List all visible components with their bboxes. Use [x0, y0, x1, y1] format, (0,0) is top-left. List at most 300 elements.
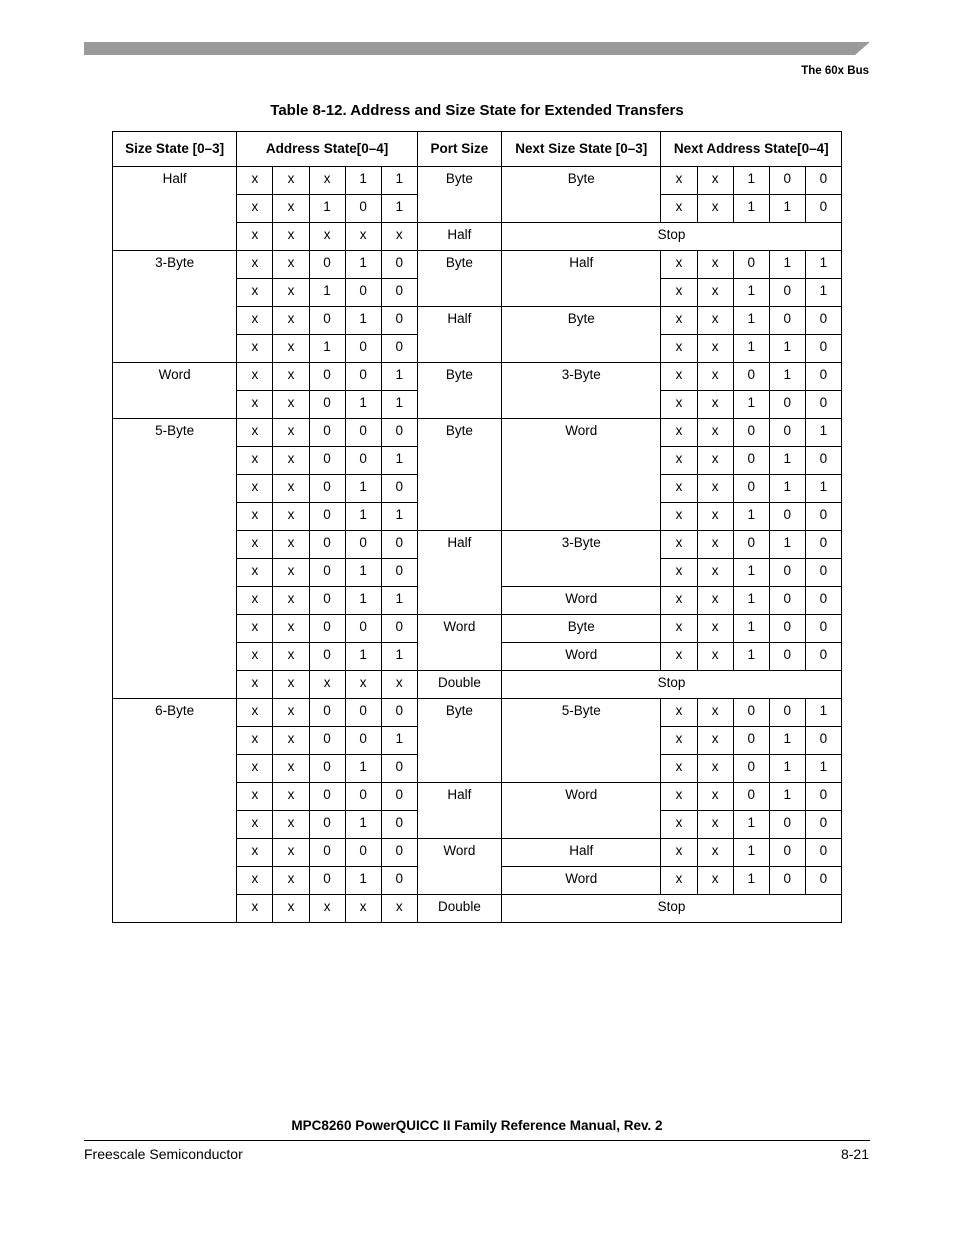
- next-address-bit-cell: 0: [805, 839, 841, 867]
- next-address-bit-cell: 0: [805, 195, 841, 223]
- address-bit-cell: 1: [345, 307, 381, 335]
- next-address-bit-cell: x: [661, 559, 697, 587]
- address-bit-cell: x: [237, 895, 273, 923]
- address-bit-cell: x: [237, 251, 273, 279]
- next-address-bit-cell: x: [661, 811, 697, 839]
- next-address-bit-cell: 0: [805, 643, 841, 671]
- table-row: [113, 251, 842, 279]
- address-bit-cell: x: [273, 223, 309, 251]
- next-address-bit-cell: 1: [805, 475, 841, 503]
- address-bit-cell: x: [237, 307, 273, 335]
- address-bit-cell: x: [237, 279, 273, 307]
- address-bit-cell: 0: [309, 839, 345, 867]
- address-bit-cell: x: [273, 671, 309, 699]
- address-bit-cell: x: [237, 503, 273, 531]
- address-bit-cell: 0: [381, 811, 417, 839]
- address-bit-cell: x: [273, 251, 309, 279]
- table-row: [113, 363, 842, 391]
- address-bit-cell: x: [273, 363, 309, 391]
- next-size-state-cell: Word: [502, 783, 661, 839]
- address-bit-cell: 1: [381, 447, 417, 475]
- address-bit-cell: 0: [381, 783, 417, 811]
- next-address-bit-cell: 1: [733, 867, 769, 895]
- address-bit-cell: x: [237, 559, 273, 587]
- next-address-bit-cell: x: [697, 755, 733, 783]
- address-bit-cell: 1: [345, 503, 381, 531]
- address-bit-cell: x: [345, 223, 381, 251]
- next-address-bit-cell: x: [661, 643, 697, 671]
- next-address-bit-cell: 1: [769, 531, 805, 559]
- port-size-cell: Half: [417, 531, 501, 615]
- next-address-bit-cell: 1: [769, 251, 805, 279]
- next-address-bit-cell: x: [697, 363, 733, 391]
- next-address-bit-cell: x: [661, 447, 697, 475]
- next-address-bit-cell: 1: [733, 195, 769, 223]
- port-size-cell: Byte: [417, 251, 501, 307]
- address-bit-cell: x: [273, 391, 309, 419]
- address-bit-cell: x: [273, 279, 309, 307]
- port-size-cell: Byte: [417, 419, 501, 531]
- address-bit-cell: x: [273, 615, 309, 643]
- address-bit-cell: 0: [381, 839, 417, 867]
- footer-rule: [84, 1140, 870, 1141]
- address-bit-cell: 1: [345, 587, 381, 615]
- next-address-bit-cell: 1: [769, 755, 805, 783]
- address-bit-cell: 0: [345, 447, 381, 475]
- address-bit-cell: x: [273, 503, 309, 531]
- address-bit-cell: x: [273, 783, 309, 811]
- next-address-bit-cell: x: [661, 615, 697, 643]
- address-bit-cell: 0: [381, 615, 417, 643]
- address-bit-cell: 1: [345, 755, 381, 783]
- next-address-bit-cell: x: [661, 195, 697, 223]
- address-bit-cell: x: [273, 167, 309, 195]
- next-address-bit-cell: 1: [733, 307, 769, 335]
- address-bit-cell: x: [273, 895, 309, 923]
- next-address-bit-cell: 0: [769, 643, 805, 671]
- next-address-bit-cell: 0: [769, 167, 805, 195]
- address-bit-cell: 0: [381, 475, 417, 503]
- address-bit-cell: 0: [345, 615, 381, 643]
- address-bit-cell: 0: [381, 307, 417, 335]
- next-address-bit-cell: x: [661, 867, 697, 895]
- next-size-state-cell: Word: [502, 867, 661, 895]
- address-bit-cell: x: [273, 531, 309, 559]
- next-address-bit-cell: x: [661, 251, 697, 279]
- address-bit-cell: x: [237, 195, 273, 223]
- col-address-state: Address State[0–4]: [237, 132, 418, 167]
- next-address-bit-cell: 1: [733, 335, 769, 363]
- next-address-bit-cell: x: [697, 727, 733, 755]
- footer-manual-title: MPC8260 PowerQUICC II Family Reference Manual, Rev. 2: [291, 1118, 663, 1133]
- next-address-bit-cell: 1: [733, 167, 769, 195]
- footer-page-number: 8-21: [840, 1146, 869, 1162]
- next-address-bit-cell: 1: [805, 279, 841, 307]
- header-rule-bar: [84, 42, 870, 55]
- next-size-state-cell: Byte: [502, 615, 661, 643]
- address-bit-cell: 0: [381, 251, 417, 279]
- address-bit-cell: 0: [345, 727, 381, 755]
- address-bit-cell: 0: [381, 755, 417, 783]
- address-bit-cell: 1: [309, 335, 345, 363]
- address-bit-cell: 0: [345, 363, 381, 391]
- address-bit-cell: x: [309, 895, 345, 923]
- address-bit-cell: 1: [381, 727, 417, 755]
- address-bit-cell: x: [309, 671, 345, 699]
- address-bit-cell: x: [237, 867, 273, 895]
- address-bit-cell: x: [237, 475, 273, 503]
- size-state-cell: 6-Byte: [113, 699, 237, 923]
- address-bit-cell: x: [237, 671, 273, 699]
- next-address-bit-cell: 0: [805, 391, 841, 419]
- next-address-bit-cell: 0: [733, 475, 769, 503]
- next-address-bit-cell: x: [697, 531, 733, 559]
- address-bit-cell: 0: [381, 419, 417, 447]
- address-bit-cell: 0: [345, 419, 381, 447]
- next-address-bit-cell: 0: [769, 867, 805, 895]
- next-address-bit-cell: x: [661, 839, 697, 867]
- address-bit-cell: 0: [309, 503, 345, 531]
- next-address-bit-cell: 0: [805, 307, 841, 335]
- next-size-state-cell: 3-Byte: [502, 363, 661, 419]
- address-bit-cell: 0: [309, 251, 345, 279]
- next-address-bit-cell: 0: [805, 587, 841, 615]
- address-bit-cell: 0: [345, 699, 381, 727]
- next-address-bit-cell: 0: [769, 615, 805, 643]
- next-address-bit-cell: 0: [805, 783, 841, 811]
- next-address-bit-cell: x: [661, 587, 697, 615]
- next-address-bit-cell: 1: [769, 783, 805, 811]
- next-address-bit-cell: 0: [805, 559, 841, 587]
- next-address-bit-cell: 1: [733, 615, 769, 643]
- port-size-cell: Byte: [417, 699, 501, 783]
- next-address-bit-cell: 0: [733, 531, 769, 559]
- address-bit-cell: x: [381, 671, 417, 699]
- col-next-address-state: Next Address State[0–4]: [661, 132, 842, 167]
- section-title: The 60x Bus: [801, 65, 869, 77]
- next-address-bit-cell: x: [697, 839, 733, 867]
- address-bit-cell: x: [237, 363, 273, 391]
- next-address-bit-cell: 0: [805, 335, 841, 363]
- address-bit-cell: x: [345, 671, 381, 699]
- size-state-cell: 5-Byte: [113, 419, 237, 699]
- address-bit-cell: 0: [345, 195, 381, 223]
- address-bit-cell: 1: [309, 279, 345, 307]
- next-address-bit-cell: 0: [805, 503, 841, 531]
- next-address-bit-cell: x: [661, 279, 697, 307]
- address-bit-cell: 1: [381, 363, 417, 391]
- next-address-bit-cell: x: [697, 783, 733, 811]
- next-address-bit-cell: 0: [769, 279, 805, 307]
- address-bit-cell: 0: [309, 587, 345, 615]
- address-bit-cell: 0: [345, 783, 381, 811]
- next-size-state-cell: Half: [502, 839, 661, 867]
- next-size-state-cell: Byte: [502, 307, 661, 363]
- col-port-size: Port Size: [417, 132, 501, 167]
- next-address-bit-cell: 1: [733, 839, 769, 867]
- address-bit-cell: x: [273, 307, 309, 335]
- address-bit-cell: 1: [345, 391, 381, 419]
- table-row: [113, 419, 842, 447]
- footer-company: Freescale Semiconductor: [84, 1146, 243, 1162]
- port-size-cell: Half: [417, 223, 501, 251]
- table-row: [113, 167, 842, 195]
- address-bit-cell: x: [237, 391, 273, 419]
- next-address-bit-cell: 1: [733, 643, 769, 671]
- address-bit-cell: x: [381, 223, 417, 251]
- next-address-bit-cell: x: [697, 167, 733, 195]
- next-address-bit-cell: 1: [805, 419, 841, 447]
- address-bit-cell: 1: [345, 167, 381, 195]
- next-address-bit-cell: 1: [733, 811, 769, 839]
- next-address-bit-cell: x: [697, 811, 733, 839]
- next-address-bit-cell: x: [697, 335, 733, 363]
- next-address-bit-cell: 0: [733, 699, 769, 727]
- size-state-cell: Half: [113, 167, 237, 251]
- address-bit-cell: x: [237, 615, 273, 643]
- next-address-bit-cell: x: [661, 531, 697, 559]
- next-address-bit-cell: x: [697, 475, 733, 503]
- next-address-bit-cell: x: [697, 559, 733, 587]
- address-bit-cell: 0: [309, 559, 345, 587]
- address-bit-cell: 1: [381, 587, 417, 615]
- address-bit-cell: 0: [309, 531, 345, 559]
- next-address-bit-cell: x: [697, 195, 733, 223]
- table-row: [113, 699, 842, 727]
- size-state-cell: 3-Byte: [113, 251, 237, 363]
- address-bit-cell: 0: [381, 559, 417, 587]
- port-size-cell: Word: [417, 615, 501, 671]
- next-address-bit-cell: 1: [805, 755, 841, 783]
- next-address-bit-cell: 0: [769, 587, 805, 615]
- address-bit-cell: 1: [309, 195, 345, 223]
- address-bit-cell: x: [273, 587, 309, 615]
- next-address-bit-cell: 0: [769, 419, 805, 447]
- next-address-bit-cell: x: [697, 643, 733, 671]
- next-address-bit-cell: 0: [733, 727, 769, 755]
- address-bit-cell: x: [237, 643, 273, 671]
- next-address-bit-cell: 0: [769, 391, 805, 419]
- next-address-bit-cell: 0: [805, 363, 841, 391]
- address-bit-cell: 0: [345, 531, 381, 559]
- address-bit-cell: x: [345, 895, 381, 923]
- address-bit-cell: 0: [309, 867, 345, 895]
- next-address-bit-cell: 1: [769, 475, 805, 503]
- next-address-bit-cell: 0: [805, 811, 841, 839]
- next-address-bit-cell: x: [661, 727, 697, 755]
- address-bit-cell: 1: [381, 167, 417, 195]
- address-bit-cell: 1: [345, 475, 381, 503]
- address-bit-cell: x: [273, 419, 309, 447]
- address-bit-cell: 0: [381, 531, 417, 559]
- address-bit-cell: x: [309, 167, 345, 195]
- table-header-row: [113, 132, 842, 167]
- next-address-bit-cell: 0: [733, 363, 769, 391]
- address-bit-cell: 1: [381, 195, 417, 223]
- next-size-state-cell: Half: [502, 251, 661, 307]
- next-address-bit-cell: x: [697, 867, 733, 895]
- address-bit-cell: 0: [345, 335, 381, 363]
- address-bit-cell: x: [237, 839, 273, 867]
- address-bit-cell: 0: [381, 867, 417, 895]
- next-address-bit-cell: 1: [769, 363, 805, 391]
- next-address-bit-cell: x: [661, 363, 697, 391]
- next-size-state-cell: Word: [502, 643, 661, 671]
- next-size-state-cell: Word: [502, 587, 661, 615]
- address-bit-cell: 1: [345, 811, 381, 839]
- next-address-bit-cell: 1: [733, 503, 769, 531]
- next-address-bit-cell: x: [661, 167, 697, 195]
- next-address-bit-cell: 1: [769, 447, 805, 475]
- address-bit-cell: 0: [309, 755, 345, 783]
- address-bit-cell: 0: [309, 727, 345, 755]
- address-bit-cell: 1: [345, 559, 381, 587]
- address-bit-cell: 0: [309, 307, 345, 335]
- address-bit-cell: 0: [309, 811, 345, 839]
- address-bit-cell: x: [273, 335, 309, 363]
- address-bit-cell: 0: [345, 279, 381, 307]
- next-address-bit-cell: 0: [769, 503, 805, 531]
- next-address-bit-cell: x: [661, 307, 697, 335]
- address-bit-cell: x: [237, 335, 273, 363]
- address-bit-cell: x: [237, 419, 273, 447]
- next-address-bit-cell: x: [697, 279, 733, 307]
- stop-cell: Stop: [502, 671, 842, 699]
- next-address-bit-cell: 1: [769, 335, 805, 363]
- next-address-bit-cell: 0: [733, 251, 769, 279]
- address-bit-cell: x: [237, 699, 273, 727]
- address-bit-cell: x: [273, 643, 309, 671]
- port-size-cell: Double: [417, 895, 501, 923]
- next-address-bit-cell: x: [661, 419, 697, 447]
- address-bit-cell: x: [309, 223, 345, 251]
- address-bit-cell: 0: [309, 615, 345, 643]
- size-state-cell: Word: [113, 363, 237, 419]
- next-address-bit-cell: 1: [769, 727, 805, 755]
- next-address-bit-cell: x: [697, 615, 733, 643]
- next-size-state-cell: 3-Byte: [502, 531, 661, 587]
- next-address-bit-cell: 0: [805, 447, 841, 475]
- address-bit-cell: 0: [381, 279, 417, 307]
- next-address-bit-cell: x: [661, 699, 697, 727]
- next-address-bit-cell: x: [661, 335, 697, 363]
- next-address-bit-cell: 0: [769, 699, 805, 727]
- address-bit-cell: x: [273, 839, 309, 867]
- next-address-bit-cell: 0: [769, 811, 805, 839]
- next-address-bit-cell: 1: [769, 195, 805, 223]
- next-address-bit-cell: x: [661, 475, 697, 503]
- next-address-bit-cell: 1: [733, 391, 769, 419]
- address-bit-cell: x: [237, 587, 273, 615]
- address-bit-cell: 1: [345, 643, 381, 671]
- address-bit-cell: x: [237, 783, 273, 811]
- next-address-bit-cell: x: [697, 251, 733, 279]
- address-bit-cell: 0: [309, 643, 345, 671]
- next-address-bit-cell: 0: [769, 307, 805, 335]
- address-bit-cell: x: [273, 559, 309, 587]
- next-address-bit-cell: 0: [769, 839, 805, 867]
- address-bit-cell: x: [273, 811, 309, 839]
- next-address-bit-cell: x: [661, 391, 697, 419]
- address-bit-cell: 0: [309, 363, 345, 391]
- next-address-bit-cell: 0: [733, 755, 769, 783]
- address-bit-cell: x: [237, 811, 273, 839]
- port-size-cell: Half: [417, 783, 501, 839]
- next-address-bit-cell: 0: [805, 531, 841, 559]
- next-address-bit-cell: x: [697, 503, 733, 531]
- address-bit-cell: x: [273, 475, 309, 503]
- next-address-bit-cell: 0: [805, 727, 841, 755]
- next-address-bit-cell: 0: [733, 783, 769, 811]
- address-bit-cell: 0: [381, 699, 417, 727]
- address-bit-cell: 1: [381, 503, 417, 531]
- next-address-bit-cell: x: [661, 755, 697, 783]
- next-address-bit-cell: 1: [733, 279, 769, 307]
- next-size-state-cell: Word: [502, 419, 661, 531]
- next-size-state-cell: Byte: [502, 167, 661, 223]
- address-bit-cell: 0: [309, 699, 345, 727]
- address-bit-cell: x: [273, 447, 309, 475]
- address-bit-cell: x: [237, 531, 273, 559]
- address-bit-cell: x: [237, 727, 273, 755]
- address-bit-cell: x: [273, 727, 309, 755]
- table-caption: Table 8-12. Address and Size State for Extended Transfers: [270, 102, 684, 119]
- address-bit-cell: 0: [309, 783, 345, 811]
- next-address-bit-cell: 1: [805, 699, 841, 727]
- address-bit-cell: 0: [309, 475, 345, 503]
- address-bit-cell: 1: [345, 867, 381, 895]
- port-size-cell: Word: [417, 839, 501, 895]
- address-bit-cell: 1: [381, 391, 417, 419]
- next-address-bit-cell: x: [697, 391, 733, 419]
- address-bit-cell: x: [273, 699, 309, 727]
- address-bit-cell: 0: [381, 335, 417, 363]
- next-address-bit-cell: 1: [733, 559, 769, 587]
- stop-cell: Stop: [502, 223, 842, 251]
- address-bit-cell: 0: [309, 419, 345, 447]
- address-bit-cell: 0: [309, 447, 345, 475]
- address-bit-cell: x: [273, 867, 309, 895]
- next-address-bit-cell: 1: [805, 251, 841, 279]
- address-bit-cell: 0: [309, 391, 345, 419]
- next-address-bit-cell: 0: [805, 867, 841, 895]
- address-bit-cell: 0: [345, 839, 381, 867]
- next-address-bit-cell: x: [697, 699, 733, 727]
- next-size-state-cell: 5-Byte: [502, 699, 661, 783]
- next-address-bit-cell: x: [661, 503, 697, 531]
- next-address-bit-cell: 0: [769, 559, 805, 587]
- next-address-bit-cell: x: [697, 447, 733, 475]
- address-bit-cell: 1: [381, 643, 417, 671]
- address-bit-cell: x: [381, 895, 417, 923]
- next-address-bit-cell: 0: [805, 167, 841, 195]
- port-size-cell: Byte: [417, 167, 501, 223]
- next-address-bit-cell: 0: [733, 419, 769, 447]
- next-address-bit-cell: x: [697, 587, 733, 615]
- next-address-bit-cell: 0: [805, 615, 841, 643]
- next-address-bit-cell: x: [661, 783, 697, 811]
- stop-cell: Stop: [502, 895, 842, 923]
- port-size-cell: Half: [417, 307, 501, 363]
- address-bit-cell: x: [237, 755, 273, 783]
- col-next-size-state: Next Size State [0–3]: [502, 132, 661, 167]
- address-bit-cell: x: [237, 167, 273, 195]
- address-bit-cell: x: [237, 223, 273, 251]
- port-size-cell: Double: [417, 671, 501, 699]
- next-address-bit-cell: x: [697, 307, 733, 335]
- port-size-cell: Byte: [417, 363, 501, 419]
- address-size-table: [112, 131, 842, 923]
